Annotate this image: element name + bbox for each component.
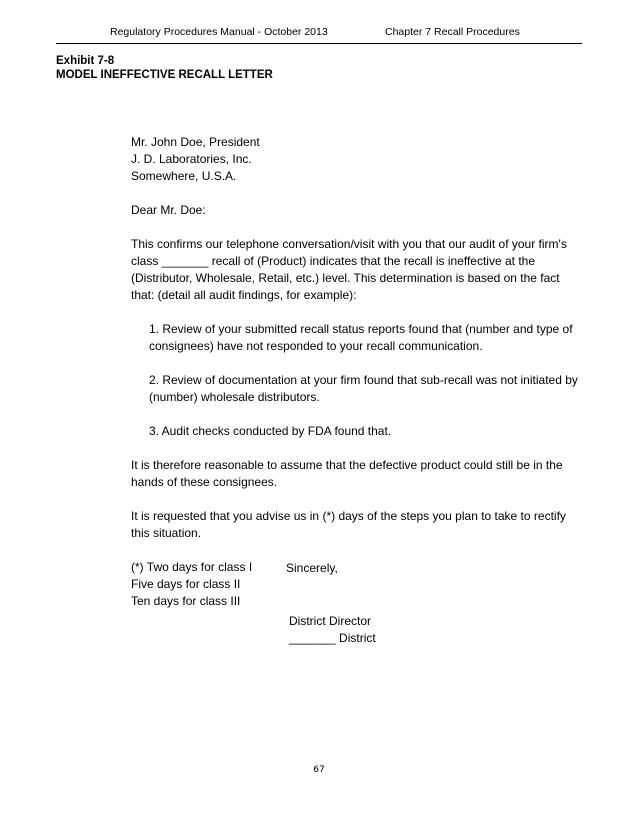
header-rule: [56, 43, 582, 44]
running-header-right: Chapter 7 Recall Procedures: [385, 26, 520, 38]
exhibit-title: MODEL INEFFECTIVE RECALL LETTER: [56, 69, 273, 81]
page-number: 67: [313, 765, 325, 775]
finding-item: 3. Audit checks conducted by FDA found that.: [149, 424, 392, 438]
signature-block: [289, 613, 376, 647]
running-header-left: Regulatory Procedures Manual - October 2013: [110, 26, 328, 38]
letter-body: [131, 134, 586, 610]
exhibit-number: Exhibit 7-8: [56, 55, 115, 67]
address-line: J. D. Laboratories, Inc.: [131, 152, 252, 166]
class-days-line: Ten days for class III: [131, 594, 241, 608]
exhibit-heading: [56, 54, 273, 82]
signature-title: District Director: [289, 614, 372, 628]
intro-paragraph: This confirms our telephone conversation/visit with you that our audit of your firm's class _______ recall of (Product) indicates that the recall is ineffective at the (Distributor, Wholesale, Retail, etc.) level. This determination is based on the fact that: (detail all audit findings, for example):: [131, 237, 567, 302]
signature-district: _______ District: [289, 631, 376, 645]
address-line: Mr. John Doe, President: [131, 135, 260, 149]
closing: Sincerely,: [286, 561, 338, 575]
class-days-line: Five days for class II: [131, 577, 241, 591]
class-days-list: [131, 559, 586, 610]
conclusion-paragraph: It is therefore reasonable to assume that the defective product could still be in the hands of these consignees.: [131, 458, 563, 489]
address-line: Somewhere, U.S.A.: [131, 169, 237, 183]
salutation: Dear Mr. Doe:: [131, 203, 206, 217]
recipient-address: [131, 134, 586, 185]
class-days-line: (*) Two days for class I: [131, 560, 253, 574]
request-paragraph: It is requested that you advise us in (*) days of the steps you plan to take to rectify this situation.: [131, 509, 566, 540]
finding-item: 1. Review of your submitted recall status reports found that (number and type of consignees) have not responded to your recall communication.: [149, 322, 573, 353]
finding-item: 2. Review of documentation at your firm found that sub-recall was not initiated by (number) wholesale distributors.: [149, 373, 578, 404]
